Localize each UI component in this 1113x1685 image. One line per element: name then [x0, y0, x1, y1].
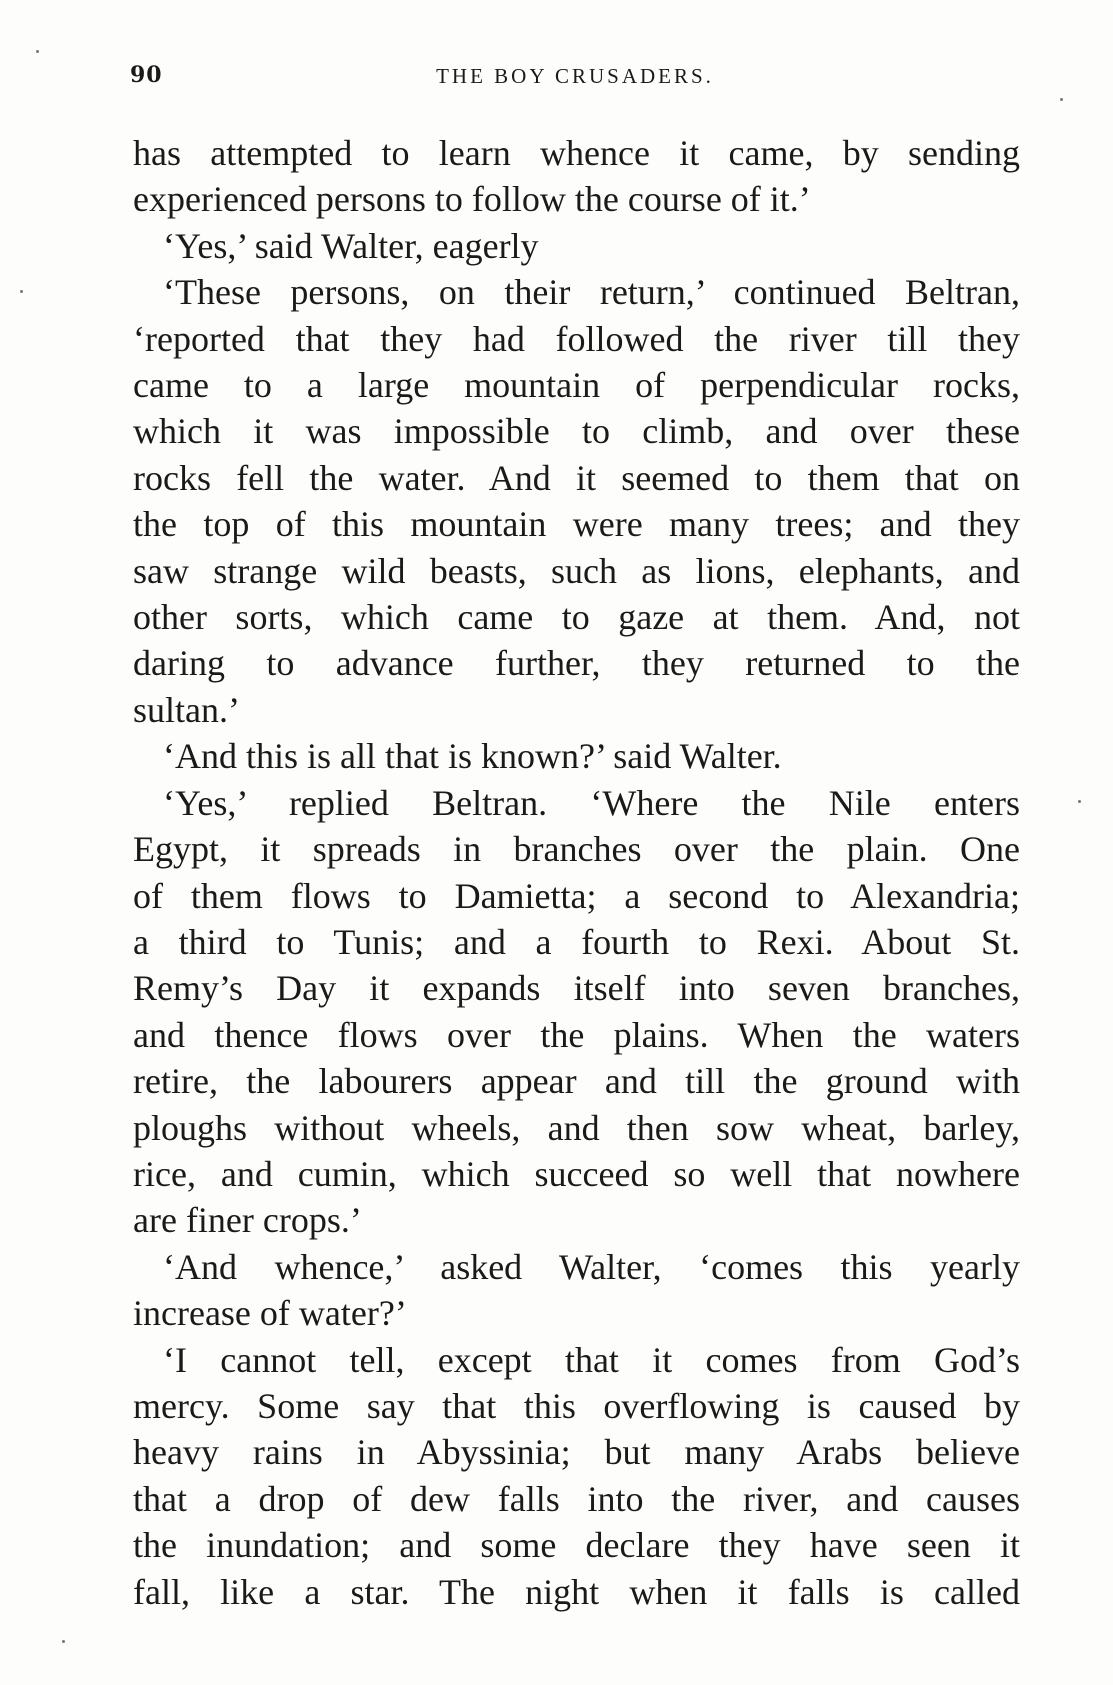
text-line: ‘Yes,’ replied Beltran. ‘Where the Nile enters [163, 782, 1020, 823]
paper-speck [20, 290, 23, 293]
body-text [133, 130, 1020, 1615]
text-line: ‘These persons, on their return,’ continued Beltran, [163, 272, 1020, 313]
text-line: sultan.’ [133, 689, 240, 730]
text-line: of them flows to Damietta; a second to Alexandria; [133, 875, 1020, 916]
text-line: and thence flows over the plains. When the waters [133, 1014, 1020, 1055]
text-line: fall, like a star. The night when it falls is called [133, 1571, 1020, 1612]
text-line: are finer crops.’ [133, 1200, 362, 1241]
paper-speck [62, 1640, 65, 1643]
text-line: has attempted to learn whence it came, by sending [133, 133, 1020, 173]
text-line: Remy’s Day it expands itself into seven branches, [133, 968, 1020, 1009]
text-line: ‘And this is all that is known?’ said Walter. [163, 736, 782, 777]
text-line: a third to Tunis; and a fourth to Rexi. About St. [133, 921, 1020, 962]
text-line: heavy rains in Abyssinia; but many Arabs believe [133, 1432, 1020, 1473]
text-line: ‘reported that they had followed the river till they [133, 318, 1020, 359]
text-line: came to a large mountain of perpendicular rocks, [133, 365, 1020, 406]
text-line: experienced persons to follow the course of it.’ [133, 179, 811, 220]
text-line: ploughs without wheels, and then sow wheat, barley, [133, 1107, 1020, 1148]
text-line: ‘I cannot tell, except that it comes from God’s [163, 1339, 1020, 1380]
paper-speck [1060, 98, 1063, 101]
page-header [130, 62, 1020, 92]
text-line: which it was impossible to climb, and over these [133, 411, 1020, 452]
text-line: the top of this mountain were many trees; and they [133, 504, 1020, 545]
text-line: the inundation; and some declare they have seen it [133, 1525, 1020, 1566]
text-line: ‘Yes,’ said Walter, eagerly [163, 225, 539, 266]
text-line: that a drop of dew falls into the river, and causes [133, 1478, 1020, 1519]
text-line: ‘And whence,’ asked Walter, ‘comes this yearly [163, 1246, 1020, 1287]
text-line: daring to advance further, they returned to the [133, 643, 1020, 684]
paper-speck [1078, 800, 1081, 803]
text-line: mercy. Some say that this overflowing is caused by [133, 1385, 1020, 1426]
text-line: other sorts, which came to gaze at them. And, not [133, 597, 1020, 638]
text-line: retire, the labourers appear and till the ground with [133, 1061, 1020, 1102]
text-line: Egypt, it spreads in branches over the plain. One [133, 829, 1020, 870]
text-line: rocks fell the water. And it seemed to them that on [133, 457, 1020, 498]
running-head: THE BOY CRUSADERS. [436, 64, 714, 88]
page-number: 90 [130, 62, 163, 88]
text-line: rice, and cumin, which succeed so well that nowhere [133, 1153, 1020, 1194]
text-line: saw strange wild beasts, such as lions, elephants, and [133, 550, 1020, 591]
paper-speck [36, 50, 39, 53]
text-line: increase of water?’ [133, 1293, 407, 1334]
